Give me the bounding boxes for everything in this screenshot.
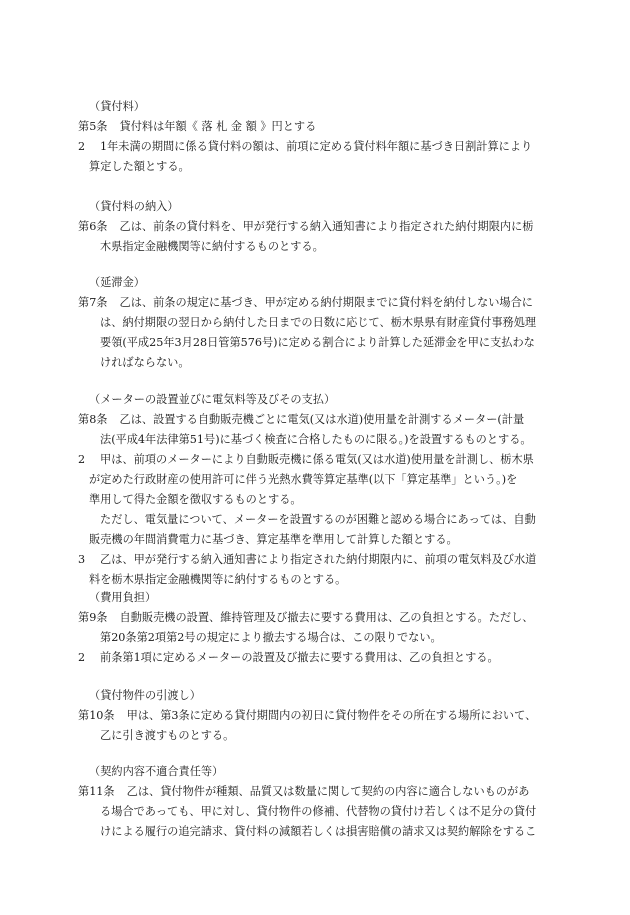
article-number: 第5条 [78,120,108,133]
article-text-line: 自動販売機の設置、維持管理及び撤去に要する費用は、乙の負担とする。ただし、 [119,611,534,624]
article-number: 第10条 [78,709,115,722]
article-heading: （延滞金） [89,276,145,289]
article-number: 第9条 [78,611,108,624]
article-text-line: けによる履行の追完請求、貸付料の減額若しくは損害賠償の請求又は契約解除をするこ [100,825,537,838]
article-11 [78,762,550,842]
paragraph-number: 3 [78,553,86,566]
article-body [78,782,550,802]
article-text-line: 木県指定金融機関等に納付するものとする。 [100,240,324,253]
article-text-line: 乙は、前条の貸付料を、甲が発行する納入通知書により指定された納付期限内に栃 [119,220,534,233]
paragraph-text-line: 準用して得た金額を徴収するものとする。 [89,493,302,506]
article-number: 第11条 [78,785,115,798]
paragraph [78,450,550,470]
article-body [78,293,550,313]
paragraph-text-line: 料を栃木県指定金融機関等に納付するものとする。 [89,573,347,586]
paragraph [78,550,550,570]
article-body [78,410,550,430]
article-text-line: 法(平成4年法律第51号)に基づく検査に合格したものに限る。)を設置するものとする。 [100,433,532,446]
article-text-line: 貸付料は年額《 落 札 金 額 》円とする [119,120,317,133]
article-heading: （費用負担） [89,591,157,604]
paragraph-text-line: 乙は、甲が発行する納入通知書により指定された納付期限内に、前項の電気料及び水道 [100,553,537,566]
paragraph-number: 2 [78,140,86,153]
article-body [78,608,550,628]
paragraph [78,137,550,157]
article-10 [78,686,550,746]
article-heading: （契約内容不適合責任等） [89,765,224,778]
paragraph-number: 2 [78,651,86,664]
article-text-line: 乙は、前条の規定に基づき、甲が定める納付期限までに貸付料を納付しない場合に [119,296,533,309]
article-text-line: 乙に引き渡すものとする。 [100,729,235,742]
paragraph-text-line: 甲は、前項のメーターにより自動販売機に係る電気(又は水道)使用量を計測し、栃木県 [100,453,534,466]
article-number: 第7条 [78,296,108,309]
article-9 [78,588,550,668]
article-text-line: 乙は、設置する自動販売機ごとに電気(又は水道)使用量を計測するメーター(計量 [119,413,525,426]
paragraph-text-line: 前条第1項に定めるメーターの設置及び撤去に要する費用は、乙の負担とする。 [100,651,499,664]
paragraph [78,648,550,668]
article-body [78,117,550,137]
article-text-line: は、納付期限の翌日から納付した日までの日数に応じて、栃木県県有財産貸付事務処理 [100,316,537,329]
article-8 [78,390,550,590]
article-body [78,706,550,726]
paragraph-text-line: 1年未満の期間に係る貸付料の額は、前項に定める貸付料年額に基づき日割計算により [100,140,533,153]
article-text-line: 第20条第2項第2号の規定により撤去する場合は、この限りでない。 [100,631,442,644]
article-number: 第6条 [78,220,108,233]
article-text-line: ければならない。 [100,356,190,369]
article-heading: （メーターの設置並びに電気料等及びその支払） [89,393,336,406]
article-heading: （貸付料） [89,100,145,113]
paragraph-text-line: が定めた行政財産の使用許可に伴う光熱水費等算定基準(以下「算定基準」という。)を [89,473,518,486]
article-heading: （貸付料の納入） [89,200,179,213]
article-heading: （貸付物件の引渡し） [89,689,201,702]
proviso-text-line: 販売機の年間消費電力に基づき、算定基準を準用して計算した額とする。 [89,533,458,546]
article-text-line: 乙は、貸付物件が種類、品質又は数量に関して契約の内容に適合しないものがあ [126,785,530,798]
article-7 [78,273,550,373]
article-text-line: 要領(平成25年3月28日管第576号)に定める割合により計算した延滞金を甲に支払わな [100,336,535,349]
article-number: 第8条 [78,413,108,426]
paragraph-text-line: 算定した額とする。 [89,160,190,173]
article-body [78,217,550,237]
paragraph-number: 2 [78,453,86,466]
article-text-line: 甲は、第3条に定める貸付期間内の初日に貸付物件をその所在する場所において、 [126,709,537,722]
article-5 [78,97,550,177]
proviso-text-line: ただし、電気量について、メーターを設置するのが困難と認める場合にあっては、自動 [100,513,536,526]
article-text-line: る場合であっても、甲に対し、貸付物件の修補、代替物の貸付け若しくは不足分の貸付 [100,805,537,818]
article-6 [78,197,550,257]
